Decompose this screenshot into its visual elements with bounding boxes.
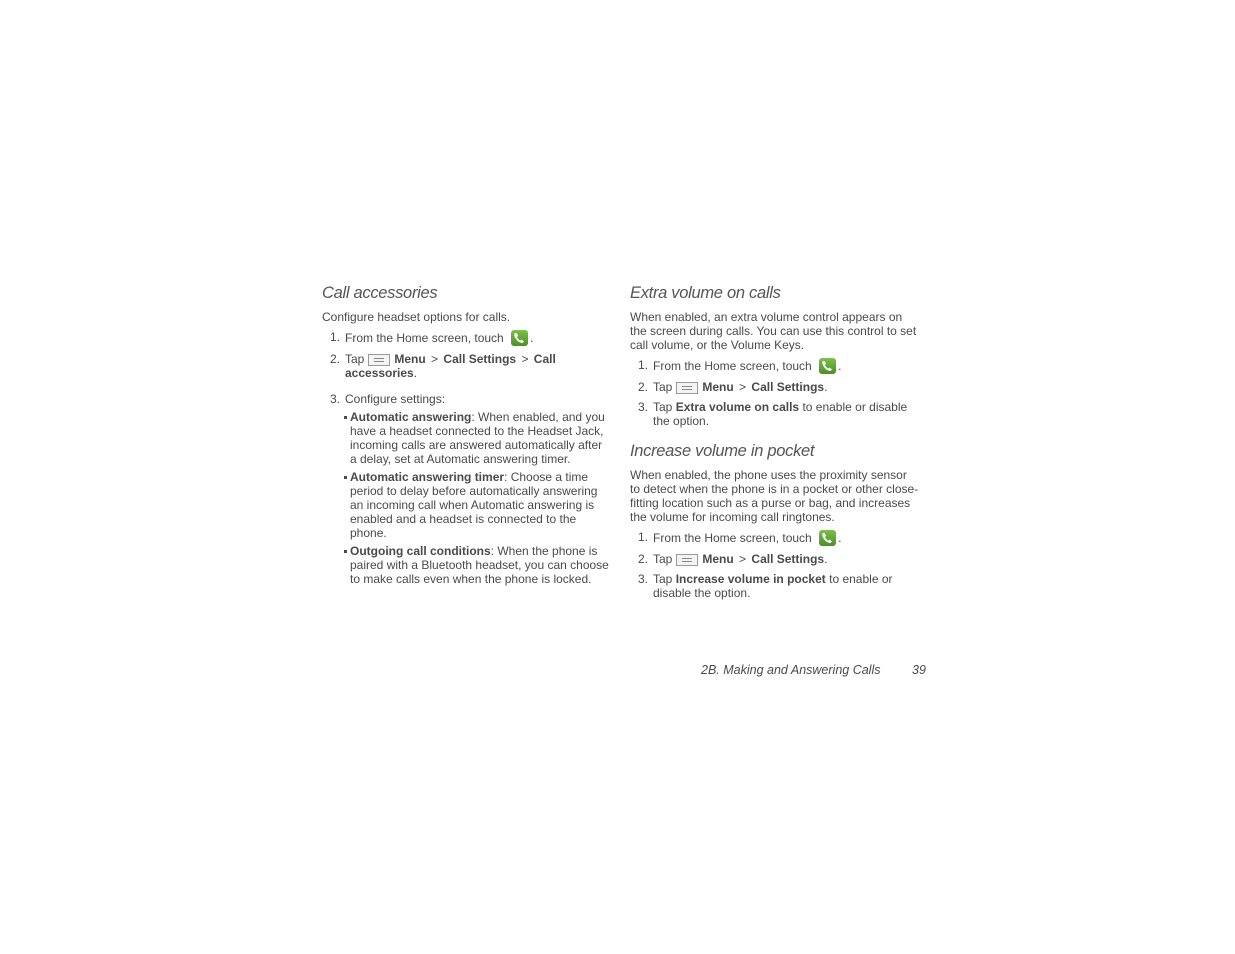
settings-bullet-list: [345, 410, 612, 586]
menu-label: Menu: [702, 552, 734, 566]
step-number: 1.: [330, 330, 341, 344]
call-settings-label: Call Settings: [443, 352, 517, 366]
bullet-item: [345, 470, 612, 540]
section-intro: When enabled, an extra volume control appears on the screen during calls. You can use this control to set call volume, or the Volume Keys.: [630, 310, 917, 352]
step-number: 1.: [638, 530, 649, 544]
menu-icon: [676, 554, 698, 566]
step-number: 2.: [330, 352, 341, 366]
call-settings-label: Call Settings: [751, 380, 825, 394]
step-number: 1.: [638, 358, 649, 372]
bullet-text: : When the phone is paired with a Bluetooth headset, you can choose to make calls even when the phone is locked.: [350, 544, 609, 586]
step-item: 2. Tap Menu > Call Settings.: [638, 380, 828, 394]
section-title-call-accessories: Call accessories: [322, 284, 438, 302]
section-intro: When enabled, the phone uses the proximity sensor to detect when the phone is in a pocket or other close-fitting location such as a purse or bag, and increases the volume for incoming call ringtones.: [630, 468, 919, 524]
step-number: 3.: [330, 392, 341, 406]
step-number: 2.: [638, 552, 649, 566]
step-text: From the Home screen, touch: [345, 331, 504, 345]
footer-section-title: 2B. Making and Answering Calls: [701, 663, 881, 677]
step-text: From the Home screen, touch: [653, 359, 812, 373]
menu-icon: [676, 382, 698, 394]
right-column: [630, 284, 920, 606]
extra-volume-label: Extra volume on calls: [675, 400, 800, 414]
bullet-text: : When enabled, and you have a headset connected to the Headset Jack, incoming calls are answered automatically after a delay, set at Automatic answering timer.: [350, 410, 605, 466]
step-item: 1. From the Home screen, touch .: [638, 530, 842, 545]
bullet-item: [345, 544, 612, 586]
step-item: 3. Tap Extra volume on calls to enable or disable the option.: [638, 400, 908, 428]
phone-icon: [819, 530, 836, 546]
left-column: [322, 284, 612, 592]
call-settings-label: Call Settings: [751, 552, 825, 566]
step-item: [322, 392, 612, 586]
bullet-term: Automatic answering: [350, 410, 472, 424]
steps-list: [630, 358, 920, 428]
step-item: 1. From the Home screen, touch .: [330, 330, 534, 345]
section-title-increase-volume: Increase volume in pocket: [630, 442, 815, 460]
steps-list: [322, 330, 612, 586]
phone-icon: [819, 358, 836, 374]
menu-icon: [368, 354, 390, 366]
section-title-extra-volume: Extra volume on calls: [630, 284, 781, 302]
step-number: 3.: [638, 400, 649, 414]
step-number: 2.: [638, 380, 649, 394]
phone-icon: [511, 330, 528, 346]
step-item: 1. From the Home screen, touch .: [638, 358, 842, 373]
menu-label: Menu: [702, 380, 734, 394]
call-accessories-label: Call accessories: [345, 352, 556, 380]
bullet-term: Outgoing call conditions: [350, 544, 491, 558]
step-text: Configure settings:: [345, 392, 446, 406]
bullet-item: [345, 410, 612, 466]
step-item: 3. Tap Increase volume in pocket to enable or disable the option.: [638, 572, 893, 600]
increase-volume-label: Increase volume in pocket: [675, 572, 826, 586]
menu-label: Menu: [394, 352, 426, 366]
steps-list: [630, 530, 920, 600]
page-number: 39: [912, 663, 926, 677]
bullet-term: Automatic answering timer: [350, 470, 505, 484]
bullet-text: : Choose a time period to delay before automatically answering an incoming call when Automatic answering is enabled and a headset is connected to the phone.: [350, 470, 598, 540]
step-item: 2. Tap Menu > Call Settings.: [638, 552, 828, 566]
step-text: From the Home screen, touch: [653, 531, 812, 545]
step-item: 2. Tap Menu > Call Settings > Call accessories.: [330, 352, 556, 380]
step-number: 3.: [638, 572, 649, 586]
section-intro: Configure headset options for calls.: [322, 310, 511, 324]
